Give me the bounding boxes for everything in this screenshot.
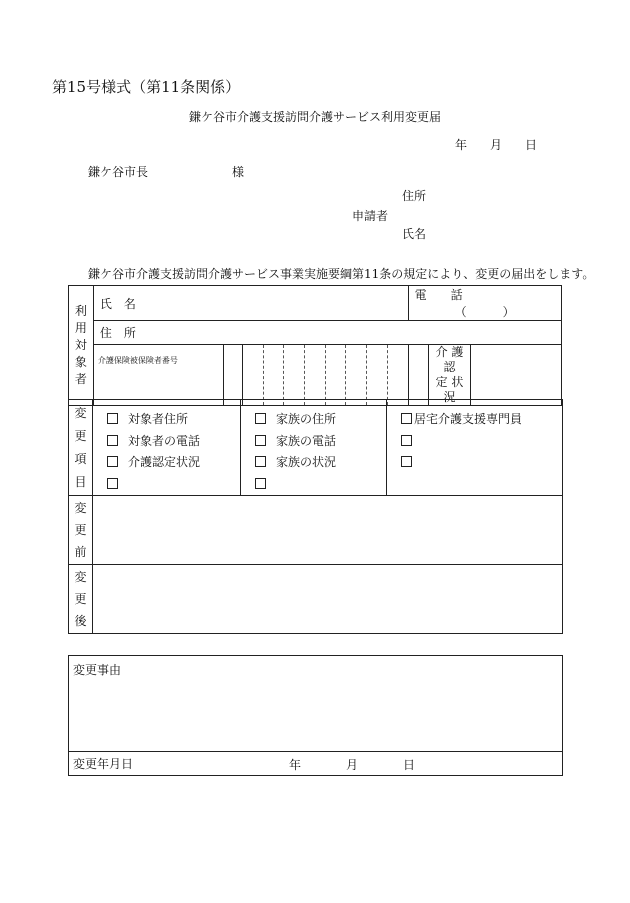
before-content[interactable] <box>93 496 563 565</box>
date-month-label: 月 <box>490 138 503 152</box>
date-year-label: 年 <box>455 138 468 152</box>
checkbox[interactable] <box>107 413 118 424</box>
checkbox[interactable] <box>255 478 266 489</box>
change-items-col3 <box>387 400 563 496</box>
after-content[interactable] <box>93 565 563 634</box>
applicant-label: 申請者 <box>352 209 389 223</box>
care-certification-value[interactable] <box>470 345 561 406</box>
checkbox-item[interactable]: 介護認定状況 <box>107 452 240 474</box>
change-items-col2 <box>241 400 387 496</box>
insured-number-digit[interactable] <box>263 345 284 406</box>
checkbox[interactable] <box>255 413 266 424</box>
insured-number-digit[interactable] <box>367 345 388 406</box>
address-cell[interactable]: 住 所 <box>93 321 561 345</box>
honorific: 様 <box>232 165 245 179</box>
insured-number-digit[interactable] <box>387 345 408 406</box>
change-items-header: 変 更 項 目 <box>69 400 93 496</box>
applicant-address-label: 住所 <box>402 189 427 203</box>
document-title: 鎌ケ谷市介護支援訪問介護サービス利用変更届 <box>188 110 441 124</box>
insured-number-digit[interactable] <box>305 345 326 406</box>
statement-text: 鎌ケ谷市介護支援訪問介護サービス事業実施要綱第11条の規定により、変更の届出をします。 <box>88 267 595 281</box>
checkbox-item[interactable]: 居宅介護支援専門員 <box>401 409 562 431</box>
change-date-year: 年 <box>289 758 302 772</box>
checkbox-item[interactable] <box>401 452 562 474</box>
checkbox-item[interactable]: 家族の電話 <box>255 431 386 453</box>
insured-number-digit[interactable] <box>242 345 263 406</box>
reason-label: 変更事由 <box>73 663 122 677</box>
before-header: 変 更 前 <box>69 496 93 565</box>
reason-table <box>68 655 563 776</box>
insured-number-digit[interactable] <box>408 345 429 406</box>
date-day-label: 日 <box>525 138 538 152</box>
checkbox-item[interactable]: 対象者の電話 <box>107 431 240 453</box>
insured-number-digit[interactable] <box>224 345 243 406</box>
insured-number-label: 介護保険被保険者番号 <box>93 345 223 406</box>
change-date-month: 月 <box>346 758 359 772</box>
name-cell[interactable]: 氏 名 <box>93 286 408 321</box>
checkbox[interactable] <box>401 456 412 467</box>
addressee: 鎌ケ谷市長 <box>88 165 149 179</box>
change-table <box>68 399 563 634</box>
form-label: 第15号様式（第11条関係） <box>52 78 241 96</box>
checkbox[interactable] <box>401 435 412 446</box>
checkbox[interactable] <box>255 435 266 446</box>
change-date-day: 日 <box>403 758 416 772</box>
after-header: 変 更 後 <box>69 565 93 634</box>
applicant-name-label: 氏名 <box>402 227 427 241</box>
checkbox-item[interactable]: 家族の住所 <box>255 409 386 431</box>
checkbox-item[interactable] <box>107 474 240 496</box>
phone-cell[interactable]: 電 話（ ） <box>408 286 561 321</box>
care-certification-label: 介 護 認 定 状 況 <box>429 345 470 406</box>
checkbox-item[interactable]: 家族の状況 <box>255 452 386 474</box>
checkbox[interactable] <box>107 478 118 489</box>
checkbox[interactable] <box>107 435 118 446</box>
insured-number-digit[interactable] <box>346 345 367 406</box>
subject-table <box>68 285 562 406</box>
change-date-cell[interactable] <box>69 752 563 776</box>
checkbox[interactable] <box>107 456 118 467</box>
reason-cell[interactable] <box>69 656 563 752</box>
change-date-label: 変更年月日 <box>73 757 134 771</box>
checkbox[interactable] <box>255 456 266 467</box>
checkbox[interactable] <box>401 413 412 424</box>
insured-number-digit[interactable] <box>284 345 305 406</box>
checkbox-item[interactable]: 対象者住所 <box>107 409 240 431</box>
insured-number-digit[interactable] <box>325 345 346 406</box>
checkbox-item[interactable] <box>401 431 562 453</box>
checkbox-item[interactable] <box>255 474 386 496</box>
subject-row-header: 利 用 対 象 者 <box>69 286 94 406</box>
change-items-col1 <box>93 400 241 496</box>
